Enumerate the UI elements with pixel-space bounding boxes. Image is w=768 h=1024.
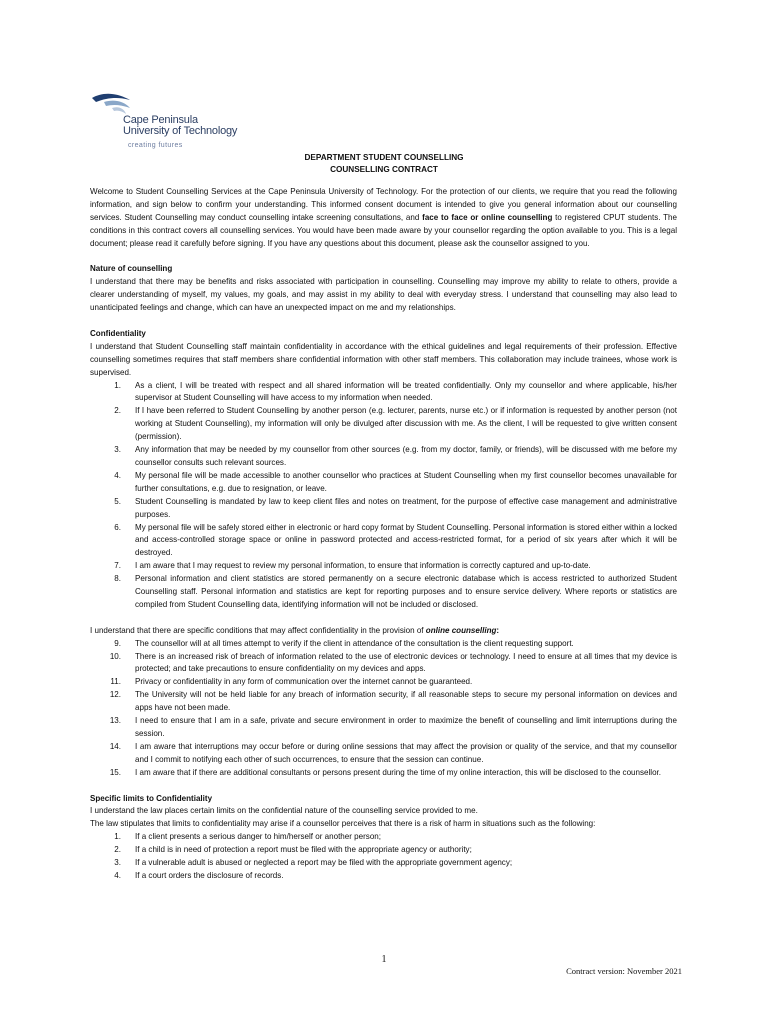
nature-heading: Nature of counselling — [90, 264, 173, 274]
list-item-text: If a court orders the disclosure of records. — [135, 870, 284, 880]
list-item-number: 3. — [114, 858, 121, 868]
list-item — [90, 741, 677, 767]
list-item — [90, 857, 677, 870]
list-item-number: 4. — [114, 470, 121, 480]
list-item-text: If a client presents a serious danger to him/herself or another person; — [135, 832, 382, 842]
logo-name-line2: University of Technology — [123, 125, 238, 137]
list-item-text: If I have been referred to Student Counselling by another person (e.g. lecturer, parents, nurse etc.) or if information is requested by another person (not working at Student Counselling), my information will only be divulged after discussion with me. As the client, I will be requested to give written consent (permission). — [135, 406, 677, 442]
list-item-text: If a child is in need of protection a report must be filed with the appropriate agency or authority; — [135, 845, 472, 855]
list-item-number: 3. — [114, 445, 121, 455]
list-item-text: My personal file will be safely stored either in electronic or hard copy format by Student Counselling. Personal information is stored either within a locked and access-controlled storage space or online in password protected and access-restricted format, for a period of six years after which it will be destroyed. — [135, 522, 677, 558]
limits-heading: Specific limits to Confidentiality — [90, 793, 213, 803]
list-item — [90, 496, 677, 522]
online-lead: I understand that there are specific conditions that may affect confidentiality in the provision of online counselling: — [90, 625, 500, 635]
confidentiality-heading: Confidentiality — [90, 328, 146, 338]
page-number: 1 — [381, 954, 387, 965]
list-item-number: 13. — [109, 716, 121, 726]
list-item-text: If a vulnerable adult is abused or neglected a report may be filed with the appropriate government agency; — [135, 858, 513, 868]
online-list — [90, 638, 677, 780]
list-item — [90, 870, 677, 883]
list-item — [90, 522, 677, 561]
list-item — [90, 573, 677, 612]
logo-name-line1: Cape Peninsula — [123, 114, 198, 126]
list-item — [90, 470, 677, 496]
limits-line1: I understand the law places certain limits on the confidential nature of the counselling service provided to me. — [90, 806, 478, 816]
list-item-number: 2. — [114, 406, 121, 416]
list-item — [90, 767, 677, 780]
list-item — [90, 444, 677, 470]
limits-line2: The law stipulates that limits to confidentiality may arise if a counsellor perceives that there is a risk of harm in situations such as the following: — [90, 819, 596, 829]
list-item-number: 1. — [114, 380, 121, 390]
list-item — [90, 560, 677, 573]
list-item — [90, 676, 677, 689]
list-item-number: 14. — [109, 741, 121, 751]
list-item — [90, 380, 677, 406]
list-item-text: The counsellor will at all times attempt to verify if the client in attendance of the consultation is the client requesting support. — [135, 638, 574, 648]
list-item-number: 7. — [114, 561, 121, 571]
list-item — [90, 689, 677, 715]
list-item — [90, 844, 677, 857]
limits-list — [90, 831, 677, 883]
list-item-number: 5. — [114, 496, 121, 506]
list-item-number: 15. — [109, 767, 121, 777]
list-item-text: I am aware that I may request to review my personal information, to ensure that information is correctly captured and up-to-date. — [135, 561, 591, 571]
list-item — [90, 715, 677, 741]
confidentiality-list — [90, 380, 677, 612]
list-item — [90, 405, 677, 444]
list-item-number: 10. — [109, 651, 121, 661]
list-item-text: I need to ensure that I am in a safe, private and secure environment in order to maximize the benefit of counselling and limit interruptions during the session. — [135, 716, 677, 739]
list-item-text: There is an increased risk of breach of information related to the use of electronic devices or technology. I need to ensure at all times that my device is protected; and take precautions to ensure confidentiality on my devices and apps. — [135, 651, 677, 674]
list-item-text: Personal information and client statistics are stored permanently on a secure electronic database which is access restricted to authorized Student Counselling staff. Personal information and statistics are kept for reporting purposes and to ensure service delivery. Where reports or statistics are compiled from Student Counselling data, identifying information will not be included or disclosed. — [135, 574, 677, 609]
contract-heading: COUNSELLING CONTRACT — [330, 165, 438, 174]
nature-paragraph: I understand that there may be benefits and risks associated with participation in counselling. Counselling may improve my ability to relate to others, provide a clearer understanding of myself, my values, my goals, and may assist in my ability to deal with everyday stress. I understand that counselling may also lead to unanticipated feelings and change, which can have an unexpected impact on me and my relationships. — [90, 277, 677, 313]
list-item — [90, 651, 677, 677]
list-item-number: 9. — [114, 638, 121, 648]
list-item-text: Privacy or confidentiality in any form of communication over the internet cannot be guaranteed. — [135, 677, 473, 687]
list-item — [90, 831, 677, 844]
list-item-number: 4. — [114, 870, 121, 880]
confidentiality-paragraph: I understand that Student Counselling staff maintain confidentiality in accordance with the ethical guidelines and legal requirements of their profession. Effective counselling sometimes requires that staff members share confidential information with other staff members. This collaboration may include trainees, whose work is supervised. — [90, 341, 677, 377]
online-counselling-emphasis: online counselling — [425, 625, 497, 635]
list-item-number: 1. — [114, 832, 121, 842]
department-heading: DEPARTMENT STUDENT COUNSELLING — [304, 153, 464, 162]
list-item-text: As a client, I will be treated with respect and all shared information will be treated confidentially. Only my counsellor and where applicable, his/her supervisor at Student Counselling will have access to my information when needed. — [135, 380, 677, 403]
list-item-text: I am aware that if there are additional consultants or persons present during the time of my online interaction, this will be disclosed to the counsellor. — [135, 767, 662, 777]
list-item-text: My personal file will be made accessible to another counsellor who practices at Student Counselling when my first counsellor becomes unavailable for further consultations, e.g. due to resignation, or leave. — [135, 470, 677, 493]
list-item-number: 6. — [114, 522, 121, 532]
list-item-number: 12. — [109, 690, 121, 700]
list-item-number: 2. — [114, 845, 121, 855]
list-item-text: Any information that may be needed by my counsellor from other sources (e.g. from my doctor, family, or friends), will be discussed with me before my counsellor consults such relevant sources. — [135, 445, 677, 467]
university-logo — [90, 90, 240, 154]
list-item-text: Student Counselling is mandated by law to keep client files and notes on treatment, for the purpose of effective case management and administrative purposes. — [135, 496, 677, 519]
contract-body — [90, 186, 677, 883]
list-item — [90, 638, 677, 651]
list-item-text: I am aware that interruptions may occur before or during online sessions that may affect the provision or quality of the service, and that my counsellor and I commit to notifying each other of such occurrences, to ensure that the session can continue. — [135, 741, 677, 764]
list-item-text: The University will not be held liable for any breach of information security, if all reasonable steps to secure my personal information on devices and apps have not been made. — [135, 690, 677, 713]
intro-paragraph: Welcome to Student Counselling Services at the Cape Peninsula University of Technology. For the protection of our clients, we require that you read the following information, and sign below to confirm your understanding. This informed consent document is intended to give you general information about our counselling services. Student Counselling may conduct counselling intake screening consultations, and face to face or online counselling to registered CPUT students. The conditions in this contract covers all counselling services. You would have been made aware by your counsellor regarding the option available to you. This is a legal document; please read it carefully before signing. If you have any questions about this document, please ask the counsellor assigned to you. — [90, 187, 677, 248]
contract-version: Contract version: November 2021 — [566, 966, 682, 976]
intro-bold-phrase: face to face or online counselling — [422, 212, 553, 222]
list-item-number: 11. — [110, 677, 121, 687]
logo-tagline: creating futures — [128, 142, 183, 149]
list-item-number: 8. — [114, 574, 121, 584]
